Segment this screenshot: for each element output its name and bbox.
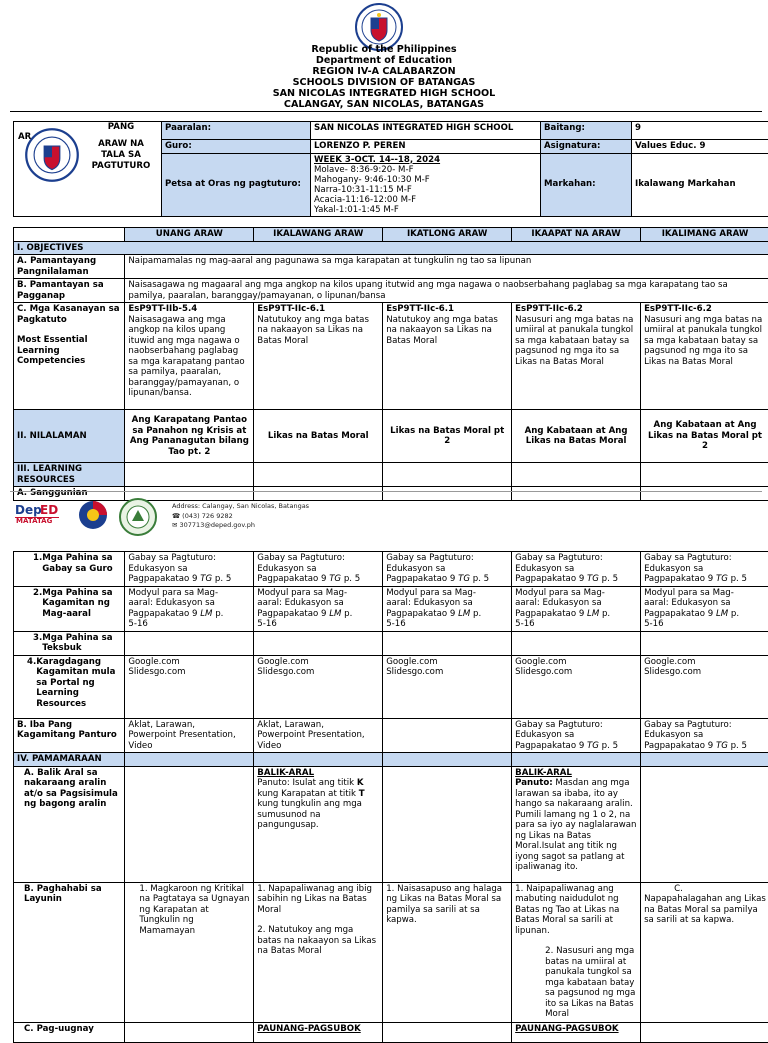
tg-abbrev: TG xyxy=(716,741,728,751)
tg-line: Pagpapakatao 9 xyxy=(386,574,458,584)
competency-code: EsP9TT-IIc-6.2 xyxy=(515,304,637,315)
portal-label: Karagdagang Kagamitan mula sa Portal ng Learning Resources xyxy=(36,657,121,710)
footer-address: Address: Calangay, San Nicolas, Batangas xyxy=(172,502,309,510)
tg-line: Gabay sa Pagtuturo: xyxy=(128,553,250,564)
objectives-table xyxy=(13,227,768,501)
tg-line: Edukasyon sa xyxy=(515,564,637,575)
header-line: SAN NICOLAS INTEGRATED HIGH SCHOOL xyxy=(0,88,768,99)
svg-text:Dep: Dep xyxy=(15,503,42,517)
tg-page: p. 5 xyxy=(728,574,747,584)
kasanayan-label: C. Mga Kasanayan sa Pagkatuto xyxy=(17,304,121,325)
lm-line: Pagpapakatao 9 xyxy=(128,609,200,619)
footer-divider xyxy=(10,491,762,492)
resource-site: Slidesgo.com xyxy=(128,667,250,678)
balik-aral-label: A. Balik Aral sa nakaraang aralin at/o sa Pagsisimula ng bagong aralin xyxy=(14,766,125,882)
tg-line: Pagpapakatao 9 xyxy=(644,741,716,751)
day-header: IKALAWANG ARAW xyxy=(254,228,383,242)
footer-email: 307713@deped.gov.ph xyxy=(180,521,256,529)
tg-page: p. 5 xyxy=(599,741,618,751)
balik-aral-title: BALIK-ARAL xyxy=(515,768,637,779)
lm-range: 5-16 xyxy=(515,619,637,630)
nilalaman-topic: Likas na Batas Moral xyxy=(254,410,383,463)
dll-title-prefix: AR xyxy=(18,132,31,143)
nilalaman-topic: Ang Karapatang Pantao sa Panahon ng Krisis at Ang Pananagutan bilang Tao pt. 2 xyxy=(125,410,254,463)
dll-title-line: ARAW NA xyxy=(82,139,160,150)
tg-line: Gabay sa Pagtuturo: xyxy=(644,720,766,731)
baitang-value: 9 xyxy=(632,122,768,140)
balik-aral-text: kung Karapatan at titik xyxy=(257,789,358,799)
row-number: 2. xyxy=(33,588,42,620)
layunin-text: Napapahalagahan ang Likas na Batas Moral sa pamilya sa sarili at sa kapwa. xyxy=(644,894,766,926)
tg-abbrev: TG xyxy=(329,574,341,584)
asignatura-label: Asignatura: xyxy=(541,140,632,154)
tg-abbrev: TG xyxy=(716,574,728,584)
lm-page: p. xyxy=(599,609,610,619)
material-line: Video xyxy=(257,741,379,752)
tg-line: Edukasyon sa xyxy=(515,730,637,741)
header-line: CALANGAY, SAN NICOLAS, BATANGAS xyxy=(0,99,768,110)
lm-line: Modyul para sa Mag- xyxy=(128,588,250,599)
paghahabi-label: B. Paghahabi sa Layunin xyxy=(14,882,125,1022)
lm-line: Pagpapakatao 9 xyxy=(515,609,587,619)
panuto-label: Panuto: xyxy=(515,778,553,788)
guro-value: LORENZO P. PEREN xyxy=(311,140,541,154)
deped-seal-small-icon xyxy=(24,127,80,183)
day-header: UNANG ARAW xyxy=(125,228,254,242)
resource-site: Google.com xyxy=(515,657,637,668)
layunin-text: 1. Napapaliwanag ang ibig sabihin ng Likas na Batas Moral xyxy=(257,884,379,916)
letter-t: T xyxy=(359,789,365,799)
competency-code: EsP9TT-IIb-5.4 xyxy=(128,304,250,315)
pamamaraan-heading: IV. PAMAMARAAN xyxy=(14,753,125,767)
dll-title-cell xyxy=(14,122,162,217)
lm-abbrev: LM xyxy=(329,609,341,619)
nilalaman-topic: Likas na Batas Moral pt 2 xyxy=(383,410,512,463)
resource-site: Google.com xyxy=(386,657,508,668)
competency-text: Natutukoy ang mga batas na nakaayon sa Likas na Batas Moral xyxy=(257,315,379,347)
header-line: Department of Education xyxy=(0,55,768,66)
schedule-line: Molave- 8:36-9:20- M-F xyxy=(314,165,537,175)
competency-text: Nasusuri ang mga batas na umiiral at panukala tungkol sa mga kabataan batay sa pagsunod ng mga ito sa Likas na Batas Moral xyxy=(644,315,766,368)
competency-text: Nasusuri ang mga batas na umiiral at panukala tungkol sa mga kabataan batay sa pagsunod ng mga ito sa Likas na Batas Moral xyxy=(515,315,637,368)
schedule-line: Acacia-11:16-12:00 M-F xyxy=(314,195,537,205)
lm-range: 5-16 xyxy=(257,619,379,630)
lm-page: p. xyxy=(212,609,223,619)
tg-line: Edukasyon sa xyxy=(386,564,508,575)
resource-site: Google.com xyxy=(644,657,766,668)
lm-range: 5-16 xyxy=(386,619,508,630)
header-line: Republic of the Philippines xyxy=(0,44,768,55)
layunin-text: 2. Nasusuri ang mga batas na umiiral at panukala tungkol sa mga kabataan batay sa pagsunod ng mga ito sa Likas na Batas Moral xyxy=(515,946,637,1020)
markahan-label: Markahan: xyxy=(541,153,632,216)
lm-line: Pagpapakatao 9 xyxy=(386,609,458,619)
layunin-text: 1. Magkaroon ng Kritikal na Pagtataya sa Ugnayan ng Karapatan at Tungkulin ng Mamamayan xyxy=(125,882,254,1022)
lm-line: Modyul para sa Mag- xyxy=(386,588,508,599)
balik-aral-text: Panuto: Isulat ang titik xyxy=(257,778,357,788)
balik-aral-text: kung tungkulin ang mga sumusunod na pangungusap. xyxy=(257,799,362,830)
tg-line: Pagpapakatao 9 xyxy=(257,574,329,584)
guro-label: Guro: xyxy=(162,140,311,154)
layunin-text: 1. Naipapaliwanag ang mabuting naidudulot ng Batas ng Tao at Likas na Batas Moral sa sarili at lipunan. xyxy=(515,884,637,937)
lm-page: p. xyxy=(341,609,352,619)
nilalaman-topic: Ang Kabataan at Ang Likas na Batas Moral xyxy=(512,410,641,463)
tg-line: Gabay sa Pagtuturo: xyxy=(257,553,379,564)
lm-line: Modyul para sa Mag- xyxy=(515,588,637,599)
paunang-pagsubok-title: PAUNANG-PAGSUBOK xyxy=(254,1022,383,1042)
material-line: Powerpoint Presentation, xyxy=(257,730,379,741)
email-icon: ✉ xyxy=(172,521,180,529)
resource-site: Slidesgo.com xyxy=(644,667,766,678)
schedule-line: Yakal-1:01-1:45 M-F xyxy=(314,205,537,215)
tg-line: Gabay sa Pagtuturo: xyxy=(644,553,766,564)
matatag-label: MATATAG xyxy=(16,517,52,525)
tg-line: Edukasyon sa xyxy=(644,730,766,741)
lm-abbrev: LM xyxy=(716,609,728,619)
schedule-line: Narra-10:31-11:15 M-F xyxy=(314,185,537,195)
resources-heading: III. LEARNING RESOURCES xyxy=(14,463,125,487)
day-header: IKALIMANG ARAW xyxy=(641,228,768,242)
asignatura-value: Values Educ. 9 xyxy=(632,140,768,154)
dll-title-line: PAGTUTURO xyxy=(82,161,160,172)
school-header xyxy=(0,44,768,110)
svg-text:ED: ED xyxy=(40,503,58,517)
footer-phone: (043) 726 9282 xyxy=(182,512,233,520)
material-line: Video xyxy=(128,741,250,752)
lm-page: p. xyxy=(728,609,739,619)
material-line: Aklat, Larawan, xyxy=(128,720,250,731)
row-number: 3. xyxy=(33,633,42,654)
competency-code: EsP9TT-IIc-6.2 xyxy=(644,304,766,315)
tg-line: Edukasyon sa xyxy=(128,564,250,575)
teksbuk-label: Mga Pahina sa Teksbuk xyxy=(42,633,121,654)
tg-line: Gabay sa Pagtuturo: xyxy=(386,553,508,564)
paaralan-value: SAN NICOLAS INTEGRATED HIGH SCHOOL xyxy=(311,122,541,140)
resource-site: Google.com xyxy=(257,657,379,668)
row-number: 4. xyxy=(27,657,36,710)
competency-text: Natutukoy ang mga batas na nakaayon sa Likas na Batas Moral xyxy=(386,315,508,347)
lm-line: Pagpapakatao 9 xyxy=(257,609,329,619)
paunang-pagsubok-title: PAUNANG-PAGSUBOK xyxy=(512,1022,641,1042)
lm-line: Modyul para sa Mag- xyxy=(644,588,766,599)
row-number: 1. xyxy=(33,553,42,574)
petsa-label: Petsa at Oras ng pagtuturo: xyxy=(162,153,311,216)
tg-line: Edukasyon sa xyxy=(257,564,379,575)
tg-page: p. 5 xyxy=(728,741,747,751)
pag-uugnay-label: C. Pag-uugnay xyxy=(14,1022,125,1042)
resource-site: Google.com xyxy=(128,657,250,668)
pamantayang-label: A. Pamantayang Pangnilalaman xyxy=(14,255,125,279)
nilalaman-heading: II. NILALAMAN xyxy=(14,410,125,463)
tg-line: Gabay sa Pagtuturo: xyxy=(515,553,637,564)
page-footer xyxy=(0,495,768,537)
procedure-table xyxy=(13,551,768,1043)
tg-line: Pagpapakatao 9 xyxy=(644,574,716,584)
lm-range: 5-16 xyxy=(644,619,766,630)
sanggunian-label: A. Sanggunian xyxy=(14,487,125,501)
lm-range: 5-16 xyxy=(128,619,250,630)
header-line: SCHOOLS DIVISION OF BATANGAS xyxy=(0,77,768,88)
lm-line: aaral: Edukasyon sa xyxy=(644,598,766,609)
melc-label: Most Essential Learning Competencies xyxy=(17,335,121,367)
lm-line: aaral: Edukasyon sa xyxy=(257,598,379,609)
kagamitan-label: Mga Pahina sa Kagamitan ng Mag-aaral xyxy=(42,588,121,620)
lm-abbrev: LM xyxy=(458,609,470,619)
school-seal-icon xyxy=(118,497,158,537)
dll-title-line: PANG xyxy=(82,122,160,133)
tg-abbrev: TG xyxy=(587,574,599,584)
layunin-text: 1. Naisasapuso ang halaga ng Likas na Batas Moral sa pamilya sa sarili at sa kapwa. xyxy=(383,882,512,1022)
balik-aral-title: BALIK-ARAL xyxy=(257,768,379,779)
resource-site: Slidesgo.com xyxy=(386,667,508,678)
competency-code: EsP9TT-IIc-6.1 xyxy=(257,304,379,315)
objectives-heading: I. OBJECTIVES xyxy=(14,241,768,255)
header-line: REGION IV-A CALABARZON xyxy=(0,66,768,77)
tg-line: Gabay sa Pagtuturo: xyxy=(515,720,637,731)
pagganap-label: B. Pamantayan sa Pagganap xyxy=(14,279,125,303)
iba-pang-label: B. Iba Pang Kagamitang Panturo xyxy=(14,718,125,753)
tg-line: Pagpapakatao 9 xyxy=(128,574,200,584)
tg-abbrev: TG xyxy=(587,741,599,751)
info-table xyxy=(13,121,768,217)
resource-site: Slidesgo.com xyxy=(515,667,637,678)
tg-line: Pagpapakatao 9 xyxy=(515,741,587,751)
lm-abbrev: LM xyxy=(200,609,212,619)
tg-page: p. 5 xyxy=(470,574,489,584)
bagong-pilipinas-logo-icon xyxy=(74,499,112,531)
baitang-label: Baitang: xyxy=(541,122,632,140)
balik-aral-text: Masdan ang mga larawan sa ibaba, ito ay hango sa nakaraang aralin. Pumili lamang ng 1 o 2, na para sa iyo ay naglalarawan ng Likas na Batas Moral.Isulat ang titik ng iyong sagot sa patlang at ipaliwanag ito. xyxy=(515,778,636,872)
tg-abbrev: TG xyxy=(200,574,212,584)
day-header: IKATLONG ARAW xyxy=(383,228,512,242)
tg-page: p. 5 xyxy=(212,574,231,584)
pamantayang-text: Naipamamalas ng mag-aaral ang pagunawa sa mga karapatan at tungkulin ng tao sa lipunan xyxy=(125,255,768,279)
tg-line: Pagpapakatao 9 xyxy=(515,574,587,584)
tg-page: p. 5 xyxy=(599,574,618,584)
pagganap-text: Naisasagawa ng magaaral ang mga angkop na kilos upang itutwid ang mga nagawa o naobserbahang paglabag sa mga karapatang tao sa pamilya, paaralan, baranggay/pamayanan, o lipunan/bansa xyxy=(125,279,768,303)
competency-code: EsP9TT-IIc-6.1 xyxy=(386,304,508,315)
tg-page: p. 5 xyxy=(341,574,360,584)
competency-text: Naisasagawa ang mga angkop na kilos upang ituwid ang mga nagawa o naobserbahang paglabag sa mga karapatang pantao sa pamilya, paaralan, baranggay/pamayanan, o lipunan/bansa. xyxy=(128,315,250,399)
day-header: IKAAPAT NA ARAW xyxy=(512,228,641,242)
gabay-guro-label: Mga Pahina sa Gabay sa Guro xyxy=(42,553,121,574)
material-line: Powerpoint Presentation, xyxy=(128,730,250,741)
dll-title-line: TALA SA xyxy=(82,150,160,161)
letter-k: K xyxy=(357,778,364,788)
header-divider xyxy=(10,111,762,112)
nilalaman-topic: Ang Kabataan at Ang Likas na Batas Moral pt 2 xyxy=(641,410,768,463)
phone-icon: ☎ xyxy=(172,512,182,520)
material-line: Aklat, Larawan, xyxy=(257,720,379,731)
tg-line: Edukasyon sa xyxy=(644,564,766,575)
resource-site: Slidesgo.com xyxy=(257,667,379,678)
lm-line: aaral: Edukasyon sa xyxy=(515,598,637,609)
lm-line: aaral: Edukasyon sa xyxy=(386,598,508,609)
markahan-value: Ikalawang Markahan xyxy=(632,153,768,216)
lm-line: Pagpapakatao 9 xyxy=(644,609,716,619)
schedule-line: Mahogany- 9:46-10:30 M-F xyxy=(314,175,537,185)
layunin-text: 2. Natutukoy ang mga batas na nakaayon sa Likas na Batas Moral xyxy=(257,925,379,957)
lm-abbrev: LM xyxy=(587,609,599,619)
lm-line: Modyul para sa Mag- xyxy=(257,588,379,599)
week-label: WEEK 3-OCT. 14--18, 2024 xyxy=(314,155,537,165)
lm-page: p. xyxy=(470,609,481,619)
layunin-marker: C. xyxy=(644,884,766,895)
paaralan-label: Paaralan: xyxy=(162,122,311,140)
lm-line: aaral: Edukasyon sa xyxy=(128,598,250,609)
tg-abbrev: TG xyxy=(458,574,470,584)
